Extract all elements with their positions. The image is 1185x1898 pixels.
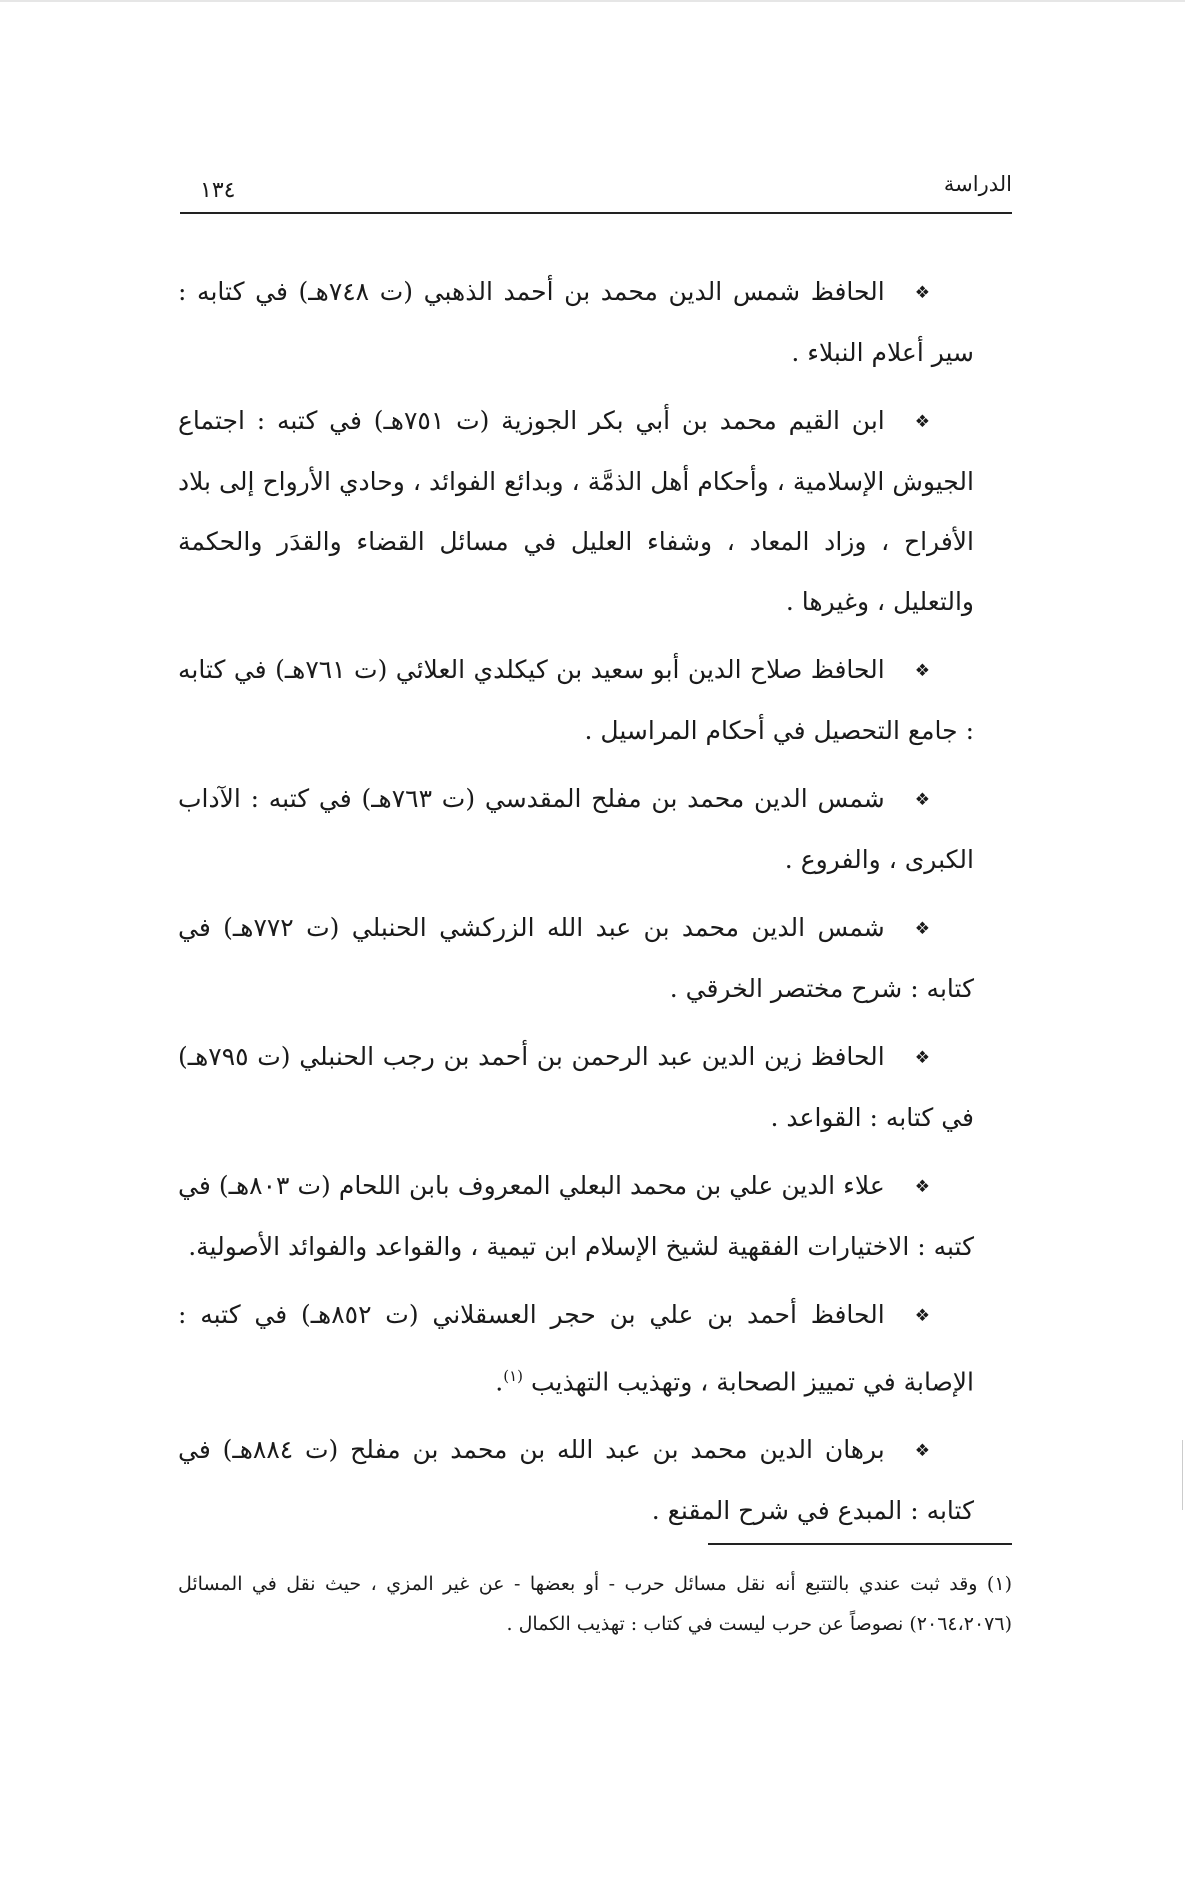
bullet-icon: ❖ xyxy=(914,283,930,303)
entry-text: الحافظ زين الدين عبد الرحمن بن أحمد بن رجب الحنبلي (ت ٧٩٥هـ) في كتابه : القواعد . xyxy=(178,1042,974,1132)
entry-text: شمس الدين محمد بن عبد الله الزركشي الحنبلي (ت ٧٧٢هـ) في كتابه : شرح مختصر الخرقي . xyxy=(178,913,974,1003)
bullet-icon: ❖ xyxy=(914,412,930,432)
entry-text: ابن القيم محمد بن أبي بكر الجوزية (ت ٧٥١هـ) في كتبه : اجتماع الجيوش الإسلامية ، وأحكام أهل الذمَّة ، وبدائع الفوائد ، وحادي الأرواح إلى بلاد الأفراح ، وزاد المعاد ، وشفاء العليل في مسائل القضاء والقدَر والحكمة والتعليل ، وغيرها . xyxy=(178,406,974,616)
list-item xyxy=(178,262,974,383)
bullet-icon: ❖ xyxy=(914,1048,930,1068)
bullet-icon: ❖ xyxy=(914,1441,930,1462)
bullet-icon: ❖ xyxy=(914,1177,931,1197)
entry-text: علاء الدين علي بن محمد البعلي المعروف بابن اللحام (ت ٨٠٣هـ) في كتبه : الاختيارات الفقهية لشيخ الإسلام ابن تيمية ، والقواعد والفوائد الأصولية. xyxy=(178,1171,974,1261)
entry-text: الحافظ صلاح الدين أبو سعيد بن كيكلدي العلائي (ت ٧٦١هـ) في كتابه : جامع التحصيل في أحكام المراسيل . xyxy=(178,655,974,745)
scan-edge-right xyxy=(1182,1440,1183,1510)
entry-tail: . xyxy=(495,1367,504,1397)
entry-text: شمس الدين محمد بن مفلح المقدسي (ت ٧٦٣هـ) في كتبه : الآداب الكبرى ، والفروع . xyxy=(178,784,974,874)
bullet-icon: ❖ xyxy=(914,790,930,810)
footnote xyxy=(178,1564,1012,1644)
scan-edge-top xyxy=(0,0,1185,2)
list-item xyxy=(178,640,974,761)
list-item xyxy=(178,769,974,890)
list-item xyxy=(178,1027,974,1148)
entry-text: الحافظ شمس الدين محمد بن أحمد الذهبي (ت ٧٤٨هـ) في كتابه : سير أعلام النبلاء . xyxy=(178,277,974,367)
list-item xyxy=(178,1420,974,1541)
page-number: ١٣٤ xyxy=(200,178,236,203)
list-item xyxy=(178,1156,974,1277)
footnote-separator xyxy=(708,1543,1012,1545)
main-text xyxy=(178,262,974,1549)
list-item xyxy=(178,391,974,632)
entry-text: برهان الدين محمد بن عبد الله بن محمد بن مفلح (ت ٨٨٤هـ) في كتابه : المبدع في شرح المقنع . xyxy=(178,1435,974,1526)
list-item xyxy=(178,898,974,1019)
bullet-icon: ❖ xyxy=(914,1306,930,1326)
entry-text: الحافظ أحمد بن علي بن حجر العسقلاني (ت ٨٥٢هـ) في كتبه : الإصابة في تمييز الصحابة ، وتهذيب التهذيب xyxy=(178,1300,974,1397)
footnote-text: (١) وقد ثبت عندي بالتتبع أنه نقل مسائل حرب - أو بعضها - عن غير المزي ، حيث نقل في المسائل (٢٠٦٤،٢٠٧٦) نصوصاً عن حرب ليست في كتاب : تهذيب الكمال . xyxy=(178,1573,1012,1635)
section-title: الدراسة xyxy=(943,172,1012,196)
footnote-reference[interactable]: (١) xyxy=(503,1367,523,1385)
running-header xyxy=(180,172,1012,214)
list-item xyxy=(178,1285,974,1412)
bullet-icon: ❖ xyxy=(914,661,930,681)
bullet-icon: ❖ xyxy=(914,919,930,939)
